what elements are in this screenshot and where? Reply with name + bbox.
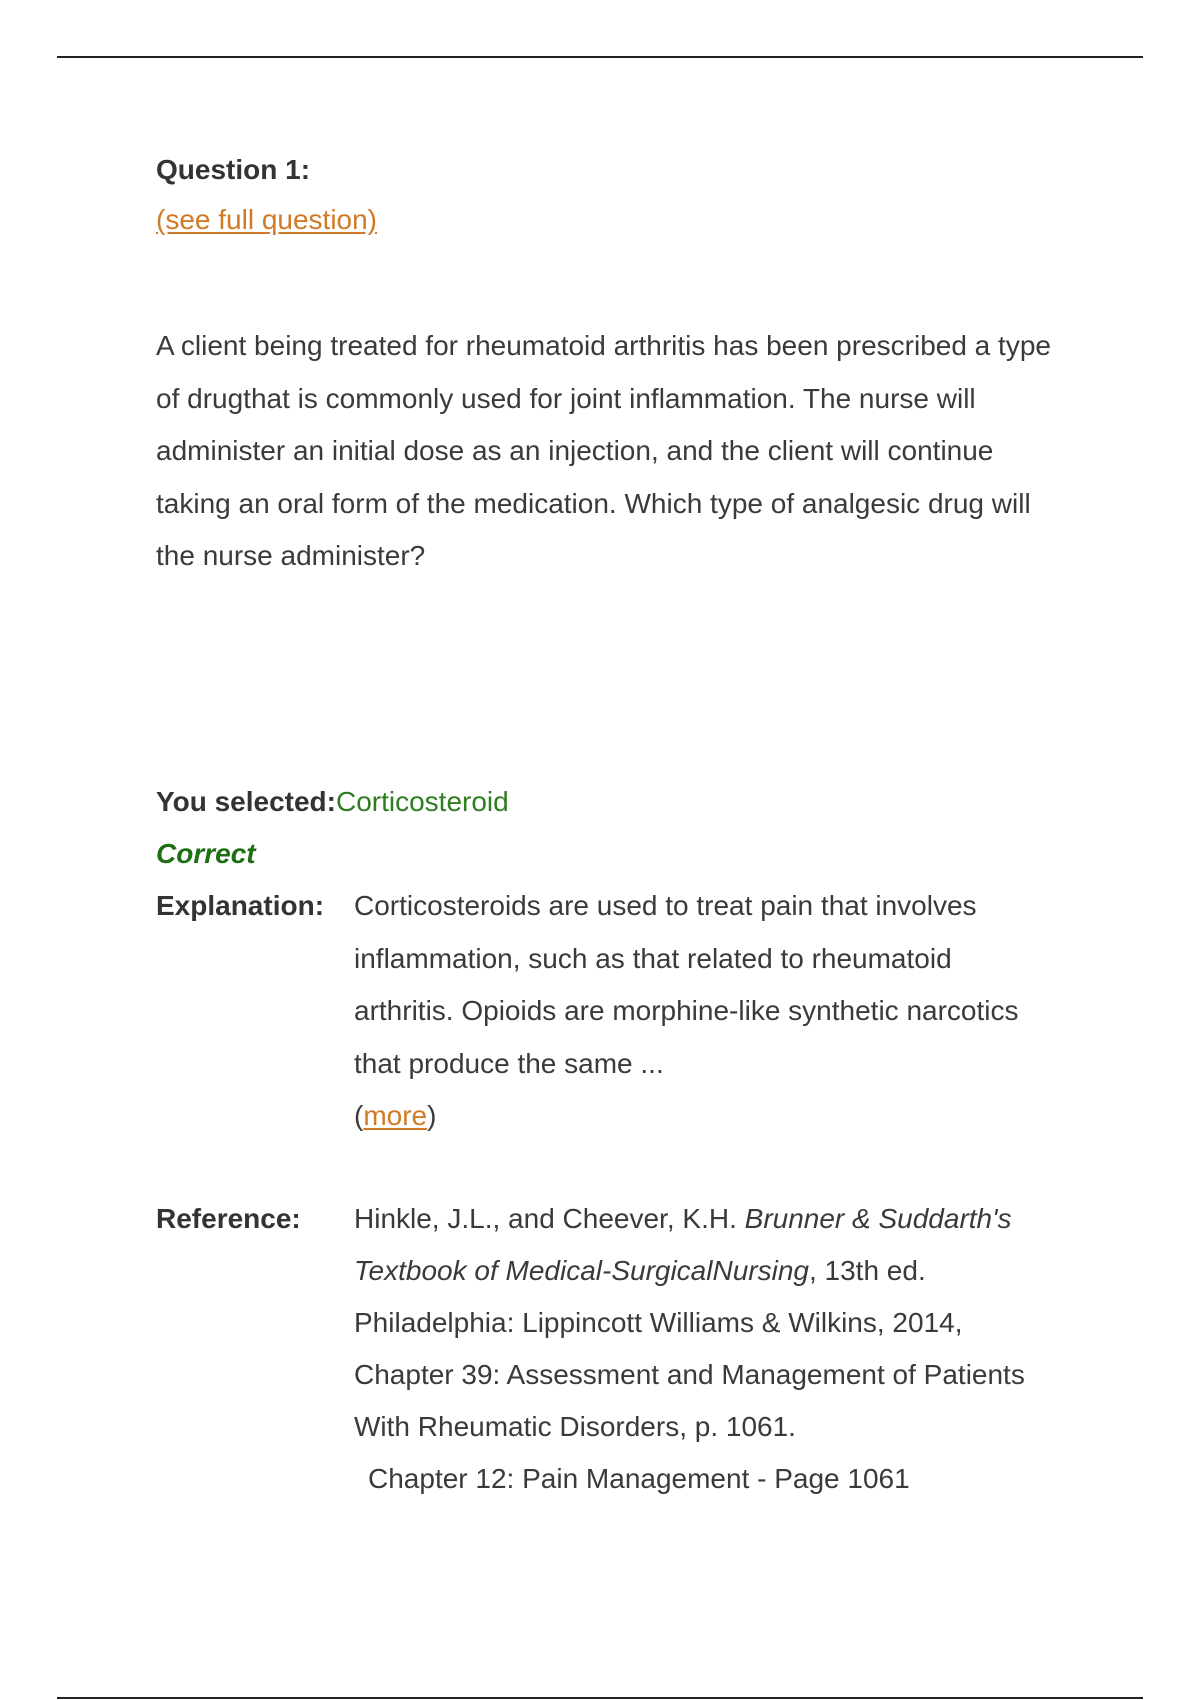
selected-answer-row — [156, 776, 509, 829]
reference-label: Reference: — [156, 1203, 301, 1234]
chapter-note: Chapter 12: Pain Management - Page 1061 — [368, 1463, 910, 1494]
reference-details: , 13th ed. Philadelphia: Lippincott Williams & Wilkins, 2014, Chapter 39: Assessment and Management of Patients With Rheumatic Disorders, p. 1061. — [354, 1255, 1025, 1442]
explanation-body — [354, 880, 1054, 1143]
reference-book-title: Brunner & Suddarth's Textbook of Medical-SurgicalNursing — [354, 1203, 1012, 1286]
selected-answer: Corticosteroid — [335, 786, 509, 817]
you-selected-label: You selected: — [156, 786, 336, 817]
explanation-label: Explanation: — [156, 890, 325, 921]
bottom-divider — [57, 1697, 1143, 1699]
more-link[interactable]: more — [363, 1100, 428, 1131]
explanation-text: Corticosteroids are used to treat pain that involves inflammation, such as that related to rheumatoid arthritis. Opioids are morphine-like synthetic narcotics that produce the same ... — [354, 890, 1019, 1079]
reference-row — [156, 1193, 1056, 1505]
see-full-question-link[interactable]: (see full question) — [156, 204, 378, 235]
reference-body — [354, 1193, 1054, 1505]
more-close-paren: ) — [427, 1100, 437, 1131]
explanation-row — [156, 880, 1056, 1143]
more-open-paren: ( — [354, 1100, 364, 1131]
question-card — [156, 146, 1056, 1494]
reference-authors: Hinkle, J.L., and Cheever, K.H. — [354, 1203, 745, 1234]
question-text: A client being treated for rheumatoid arthritis has been prescribed a type of drugthat is commonly used for joint inflammation. The nurse will administer an initial dose as an injection, and the client will continue taking an oral form of the medication. Which type of analgesic drug will the nurse administer? — [156, 330, 1051, 571]
question-title: Question 1: — [156, 154, 311, 185]
correct-status: Correct — [156, 838, 256, 869]
top-divider — [57, 56, 1143, 58]
